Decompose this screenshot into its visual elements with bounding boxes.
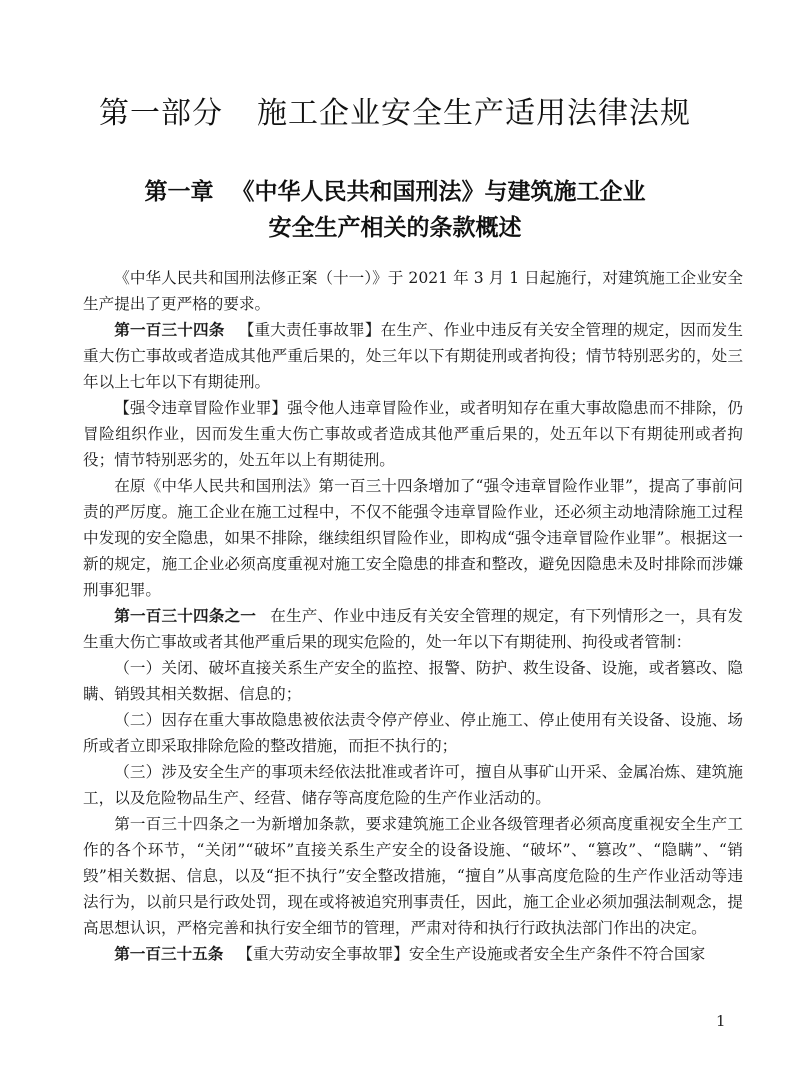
paragraph-article-134 [83,317,743,395]
paragraph-forced-violation: 【强令违章冒险作业罪】强令他人违章冒险作业，或者明知存在重大事故隐患而不排除，仍冒险组织作业，因而发生重大伤亡事故或者造成其他严重后果的，处五年以下有期徒刑或者拘役；情节特别恶劣的，处五年以上有期徒刑。 [83,399,743,469]
list-item-2: （二）因存在重大事故隐患被依法责令停产停业、停止施工、停止使用有关设备、设施、场所或者立即采取排除危险的整改措施，而拒不执行的； [83,711,743,755]
page-number: 1 [716,1012,726,1030]
article-text: 【重大劳动安全事故罪】安全生产设施或者安全生产条件不符合国家 [237,945,706,963]
part-heading: 施工企业安全生产适用法律法规 [257,96,691,131]
article-number: 第一百三十四条之一 [114,607,257,625]
paragraph-commentary-1: 在原《中华人民共和国刑法》第一百三十四条增加了“强令违章冒险作业罪”，提高了事前问责的严厉度。施工企业在施工过程中，不仅不能强令违章冒险作业，还必须主动地清除施工过程中发现的安全隐患，如果不排除，继续组织冒险作业，即构成“强令违章冒险作业罪”。根据这一新的规定，施工企业必须高度重视对施工安全隐患的排查和整改，避免因隐患未及时排除而涉嫌刑事犯罪。 [83,477,743,599]
paragraph-commentary-2: 第一百三十四条之一为新增加条款，要求建筑施工企业各级管理者必须高度重视安全生产工作的各个环节，“关闭”“破坏”直接关系生产安全的设备设施、“破坏”、“篡改”、“隐瞒”、“销毁”相关数据、信息，以及“拒不执行”安全整改措施，“擅自”从事高度危险的生产作业活动等违法行为，以前只是行政处罚，现在或将被追究刑事责任，因此，施工企业必须加强法制观念，提高思想认识，严格完善和执行安全细节的管理，严肃对待和执行行政执法部门作出的决定。 [83,815,743,937]
article-text: 在生产、作业中违反有关安全管理的规定，有下列情形之一，具有发生重大伤亡事故或者其他严重后果的现实危险的，处一年以下有期徒刑、拘役或者管制： [83,607,743,651]
chapter-title [0,174,790,246]
article-number: 第一百三十四条 [114,321,225,339]
list-item-1: （一）关闭、破坏直接关系生产安全的监控、报警、防护、救生设备、设施，或者篡改、隐瞒、销毁其相关数据、信息的； [83,659,743,703]
paragraph-article-135 [83,941,743,967]
paragraph-article-134-1 [83,603,743,655]
paragraph-intro: 《中华人民共和国刑法修正案（十一）》于 2021 年 3 月 1 日起施行，对建筑施工企业安全生产提出了更严格的要求。 [83,269,743,313]
article-number: 第一百三十五条 [114,945,224,963]
chapter-label: 第一章 [144,179,214,205]
body-text [83,265,743,967]
part-label: 第一部分 [99,96,223,131]
chapter-heading-line1: 《中华人民共和国刑法》与建筑施工企业 [231,179,646,205]
chapter-heading-line2: 安全生产相关的条款概述 [268,215,522,241]
list-item-3: （三）涉及安全生产的事项未经依法批准或者许可，擅自从事矿山开采、金属冶炼、建筑施工，以及危险物品生产、经营、储存等高度危险的生产作业活动的。 [83,763,743,807]
article-text: 【重大责任事故罪】在生产、作业中违反有关安全管理的规定，因而发生重大伤亡事故或者造成其他严重后果的，处三年以下有期徒刑或者拘役；情节特别恶劣的，处三年以上七年以下有期徒刑。 [83,321,743,391]
part-title [0,88,790,132]
